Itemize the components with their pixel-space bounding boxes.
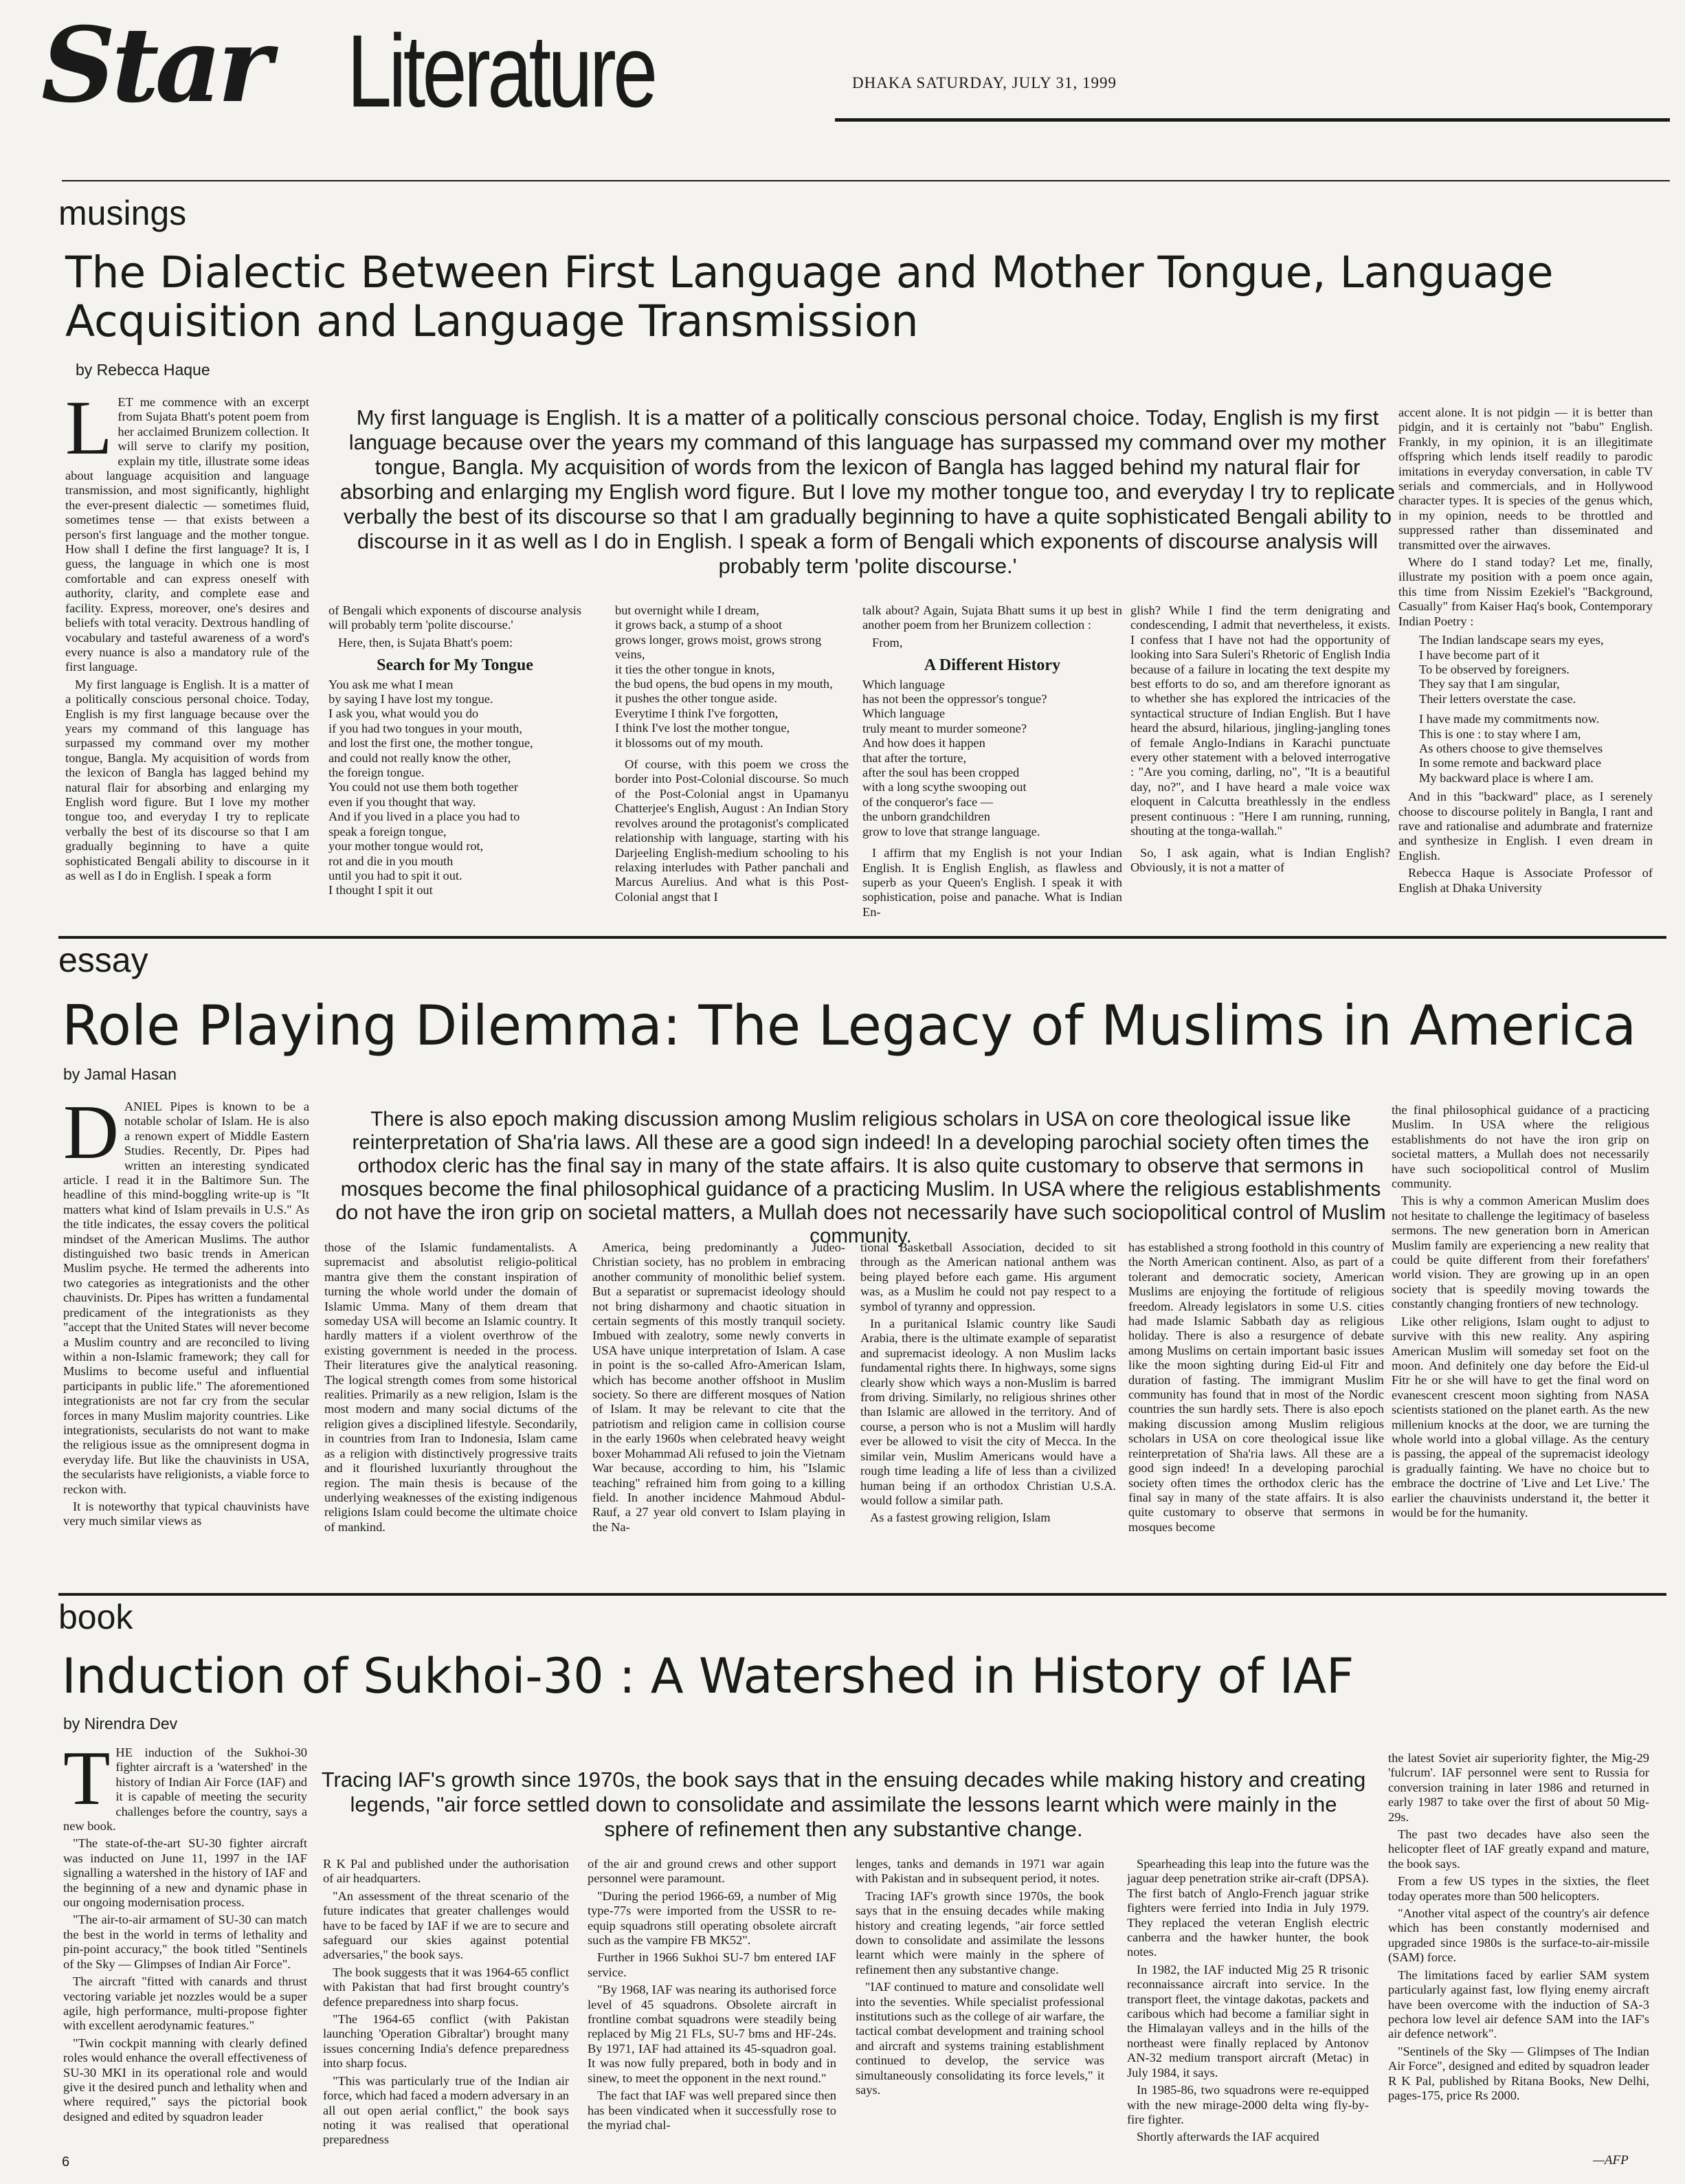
poem-line: and lost the first one, the mother tongue, bbox=[328, 736, 533, 750]
poem-line: They say that I am singular, bbox=[1419, 677, 1560, 691]
poem-line: has not been the oppressor's tongue? bbox=[862, 692, 1047, 706]
poem-line: the unborn grandchildren bbox=[862, 810, 990, 824]
poem-line: In some remote and backward place bbox=[1419, 756, 1602, 770]
article-1-column-2 bbox=[328, 603, 581, 930]
article-2-column-1 bbox=[63, 1100, 309, 1587]
masthead-star-logo: Star bbox=[41, 5, 268, 126]
poem-line: that after the torture, bbox=[862, 750, 967, 765]
poem-line: Their letters overstate the case. bbox=[1419, 691, 1576, 706]
paragraph: "The state-of-the-art SU-30 fighter aircraft was inducted on June 11, 1997 in the IAF signalling a watershed in the history of IAF and the beginning of a new and dynamic phase in our ongoing modernisation process. bbox=[63, 1836, 307, 1910]
article-2-pullquote: There is also epoch making discussion among Muslim religious scholars in USA on core theological issue like reinterpretation of Sha'ria laws. All these are a good sign indeed! In a developing parochial society often times the orthodox cleric has the final say in many of the state affairs. It is also quite customary to observe that sermons in mosques become the final philosophical guidance of a practicing Muslim. In USA where the religious establishments do not have the iron grip on societal matters, a Mullah does not necessarily have such sociopolitical control of Muslim community. bbox=[335, 1108, 1386, 1247]
article-3-signoff: —AFP bbox=[1593, 2153, 1629, 2168]
paragraph: those of the Islamic fundamentalists. A supremacist and absolutist religio-political mantra give them the constant inspiration of turning the whole world under the domain of Islamic Umma. Many of them dream that someday USA will become an Islamic country. It hardly matters if a violent overthrow of the existing government is needed in the process. Their literatures give the analytical reasoning. The logical strength comes from some historical realities. Primarily as a new religion, Islam is the most modern and many social dictums of the religion gives a disciplined lifestyle. Secondarily, in countries from Iran to Indonesia, Islam came as a religion with distinctively progressive traits and it flourished luxuriantly throughout the region. The main thesis is because of the underlying weaknesses of the existing indigenous religions Islam could become the ultimate choice of mankind. bbox=[324, 1240, 577, 1534]
paragraph: "Sentinels of the Sky — Glimpses of The Indian Air Force", designed and edited by squadron leader R K Pal, published by Ritana Books, New Delhi, pages-175, price Rs 2000. bbox=[1388, 2044, 1649, 2102]
poem-line: I thought I spit it out bbox=[328, 883, 433, 898]
paragraph: The book suggests that it was 1964-65 conflict with Pakistan that had first brought country's defence preparedness into sharp focus. bbox=[323, 1965, 569, 2009]
article-1-byline: by Rebecca Haque bbox=[76, 361, 210, 379]
poem-line: Which language bbox=[862, 706, 945, 721]
paragraph: of the air and ground crews and other support personnel were paramount. bbox=[588, 1857, 836, 1886]
paragraph: My first language is English. It is a matter of a politically conscious personal choice. Today, English is my first language because over the years my command of this language has surpassed my command over my mother tongue, Bangla. My acquisition of words from the lexicon of Bangla has lagged behind my natural flair for absorbing and enlarging my English word figure. But I love my mother tongue too, and everyday I try to replicate verbally the best of its discourse so that I am gradually beginning to have a quite sophisticated Bengali ability to discourse in it as well as I do in English. I speak a form bbox=[65, 677, 309, 882]
article-3-column-6 bbox=[1388, 1751, 1649, 2150]
paragraph: And in this "backward" place, as I serenely choose to discourse politely in Bangla, I rant and rave and rationalise and adumbrate and fraternize and synthesize in English. I even dream in English. bbox=[1398, 790, 1653, 862]
poem-line: it blossoms out of my mouth. bbox=[615, 735, 763, 750]
poem-line: speak a foreign tongue, bbox=[328, 824, 447, 838]
article-3-pullquote: Tracing IAF's growth since 1970s, the book says that in the ensuing decades while making history and creating legends, "air force settled down to consolidate and assimilate the lessons learnt which were mainly in the sphere of refinement then any substantive change. bbox=[321, 1768, 1366, 1841]
article-1-column-5 bbox=[1130, 603, 1390, 930]
paragraph: accent alone. It is not pidgin — it is better than pidgin, and it is certainly not "babu" English. Frankly, in my opinion, it is an illegitimate offspring which lends itself readily to parodic imitations in everyday conversation, in cable TV serials and commercials, and in Hollywood character types. It is species of the genus which, in my opinion, needs to be throttled and suppressed rather than disseminated and transmitted over the airwaves. bbox=[1398, 405, 1653, 552]
poem-line: if you had two tongues in your mouth, bbox=[328, 721, 522, 735]
poem-line: Everytime I think I've forgotten, bbox=[615, 706, 779, 720]
paragraph: This is why a common American Muslim does not hesitate to challenge the legitimacy of baseless sermons. The new generation born in American Muslim family are experiencing a new reality that could be quite different from their forefathers' world vision. They are growing up in an open society that is speedily moving towards the constantly changing frontiers of new technology. bbox=[1392, 1194, 1649, 1311]
poem-line: I ask you, what would you do bbox=[328, 706, 479, 721]
poem-line: the foreign tongue. bbox=[328, 766, 425, 780]
poem-line: This is one : to stay where I am, bbox=[1419, 726, 1581, 741]
article-2-column-6 bbox=[1392, 1103, 1649, 1590]
paragraph: "By 1968, IAF was nearing its authorised force level of 45 squadrons. Obsolete aircraft in frontline combat squadrons were steadily being replaced by Mig 21 FLs, SU-7 bms and HF-24s. By 1971, IAF had attained its 45-squadron goal. It was now fully prepared, both in body and in sinew, to meet the opponent in the next round." bbox=[588, 1983, 836, 2085]
article-3-headline: Induction of Sukhoi-30 : A Watershed in History of IAF bbox=[62, 1648, 1354, 1704]
article-1-column-1 bbox=[65, 395, 309, 928]
poem-line: And if you lived in a place you had to bbox=[328, 810, 520, 824]
poem-line: of the conqueror's face — bbox=[862, 794, 994, 809]
paragraph: From, bbox=[872, 635, 903, 649]
paragraph: of Bengali which exponents of discourse analysis will probably term 'polite discourse.' bbox=[328, 603, 581, 632]
article-3-column-3 bbox=[588, 1857, 836, 2173]
poem-line: it grows back, a stump of a shoot bbox=[615, 618, 783, 632]
poem-line: To be observed by foreigners. bbox=[1419, 662, 1570, 676]
paragraph: Where do I stand today? Let me, finally, illustrate my position with a poem once again, this time from Nissim Ezekiel's "Background, Casually" from Kaiser Haq's book, Contemporary Indian Poetry : bbox=[1398, 555, 1653, 628]
poem-line: by saying I have lost my tongue. bbox=[328, 692, 493, 706]
paragraph: tional Basketball Association, decided to sit through as the American national anthem was being played before each game. His argument was, as a Muslim he could not pay respect to a symbol of tyranny and oppression. bbox=[860, 1240, 1116, 1313]
paragraph: the final philosophical guidance of a practicing Muslim. In USA where the religious establishments do not have the iron grip on societal matters, a Mullah does not necessarily have such sociopolitical control of Muslim community. bbox=[1392, 1103, 1649, 1191]
paragraph: In a puritanical Islamic country like Saudi Arabia, there is the ultimate example of separatist and supremacist ideology. A non Muslim lacks fundamental rights there. In highways, some signs clearly show which ways a non-Muslim is barred from driving. Similarly, no religious shrines other than Islamic are allowed in the territory. And of course, a person who is not a Muslim will hardly ever be allowed to visit the city of Mecca. In the similar vein, Muslim Americans would have a rough time leading a life of less than a civilized human being if an orthodox Christian U.S.A. would follow a similar path. bbox=[860, 1317, 1116, 1507]
paragraph: Shortly afterwards the IAF acquired bbox=[1137, 2130, 1319, 2144]
poem-line: You could not use them both together bbox=[328, 780, 519, 794]
section-label-essay: essay bbox=[58, 941, 148, 979]
article-2-column-4 bbox=[860, 1240, 1116, 1590]
paragraph: From a few US types in the sixties, the fleet today operates more than 500 helicopters. bbox=[1388, 1874, 1649, 1903]
article-1-headline: The Dialectic Between First Language and Mother Tongue, Language Acquisition and Language Transmission bbox=[65, 247, 1554, 346]
poem-line: after the soul has been cropped bbox=[862, 766, 1020, 780]
poem-title: A Different History bbox=[924, 656, 1061, 675]
paragraph: As a fastest growing religion, Islam bbox=[870, 1511, 1051, 1525]
poem-line: grows longer, grows moist, grows strong veins, bbox=[615, 632, 822, 662]
dropcap: D bbox=[63, 1100, 119, 1175]
masthead-rule-thin bbox=[62, 180, 1670, 181]
article-2-headline: Role Playing Dilemma: The Legacy of Muslims in America bbox=[62, 994, 1637, 1058]
paragraph: Spearheading this leap into the future was the jaguar deep penetration strike air-craft (DPSA). The first batch of Anglo-French jaguar strike fighters were ferried into India in July 1979. They replaced the veteran English electric canberra and the hawker hunter, the book notes. bbox=[1127, 1857, 1369, 1959]
paragraph: "The 1964-65 conflict (with Pakistan launching 'Operation Gibraltar') brought many issues concerning India's defence preparedness into sharp focus. bbox=[323, 2012, 569, 2071]
paragraph: "IAF continued to mature and consolidate well into the seventies. While specialist professional institutions such as the college of air warfare, the tactical combat development and training school and aircraft and systems training establishment continued to develop, the service was simultaneously consolidating its force levels," it says. bbox=[856, 1980, 1104, 2097]
paragraph: R K Pal and published under the authorisation of air headquarters. bbox=[323, 1857, 569, 1886]
poem-line: your mother tongue would rot, bbox=[328, 839, 484, 854]
article-2-column-3 bbox=[592, 1240, 845, 1590]
poem-title: Search for My Tongue bbox=[377, 656, 533, 675]
poem-line: You ask me what I mean bbox=[328, 677, 454, 691]
paragraph: "An assessment of the threat scenario of the future indicates that greater challenges would have to be faced by IAF if we are to secure and safeguard our skies against potential adversaries," the book says. bbox=[323, 1888, 569, 1962]
paragraph: talk about? Again, Sujata Bhatt sums it up best in another poem from her Brunizem collection : bbox=[862, 603, 1122, 632]
poem-line: but overnight while I dream, bbox=[615, 603, 759, 617]
paragraph: Like other religions, Islam ought to adjust to survive with this new reality. Any aspiring American Muslim will someday set foot on the moon. And definitely one day before the Eid-ul Fitr he or she will have to get the final word on evanescent crescent moon sighting from NASA scientists stationed on the planet earth. As the new millenium knocks at the door, we are turning the whole world into a global village. As the century is passing, the appeal of the supremacist ideology is gradually fainting. We have no choice but to embrace the doctrine of 'Live and Let Live.' The earlier the chauvinists understand it, the better it would be for the humanity. bbox=[1392, 1314, 1649, 1519]
paragraph: It is noteworthy that typical chauvinists have very much similar views as bbox=[63, 1499, 309, 1528]
poem-line: with a long scythe swooping out bbox=[862, 780, 1027, 794]
poem-line: My backward place is where I am. bbox=[1419, 770, 1594, 785]
dropcap: T bbox=[63, 1746, 111, 1821]
paragraph: ANIEL Pipes is known to be a notable scholar of Islam. He is also a renown expert of Middle Eastern Studies. Recently, Dr. Pipes had written an interesting syndicated article. I read it in the Baltimore Sun. The headline of this mind-boggling write-up is "It matters what kind of Islam prevails in U.S." As the title indicates, the essay covers the political mindset of the American Muslims. The author distinguished two basic trends in American Muslim psyche. He termed the adherents into two categories as integrationists and the other chauvinists. Dr. Pipes has written a fundamental predicament of the integrationists as they "accept that the United States will never become a Muslim country and are reconciled to living within a non-Islamic framework; they call for Muslims to become useful and influential participants in public life." The aforementioned integrationists are not far cry from the secular forces in many Muslim majority countries. Like integrationists, secularists do not want to make the religious issue as the omnipresent dogma in everyday life. But like the chauvinists in USA, the secularists have religionists, a viable force to reckon with. bbox=[63, 1100, 309, 1496]
article-2-column-5 bbox=[1128, 1240, 1384, 1590]
section-divider bbox=[58, 1593, 1666, 1596]
paragraph: HE induction of the Sukhoi-30 fighter aircraft is a 'watershed' in the history of Indian Air Force (IAF) and it is capable of meeting the security challenges before the country, says a new book. bbox=[63, 1746, 307, 1834]
poem-line: The Indian landscape sears my eyes, bbox=[1419, 633, 1604, 647]
article-1-column-3 bbox=[615, 603, 849, 930]
poem-line: it pushes the other tongue aside. bbox=[615, 691, 777, 706]
article-2-byline: by Jamal Hasan bbox=[63, 1065, 177, 1083]
poem-verse bbox=[615, 603, 849, 750]
paragraph: The aircraft "fitted with canards and thrust vectoring variable jet nozzles would be a super agile, high performance, multi-propose fighter with excellent aerodynamic features." bbox=[63, 1974, 307, 2033]
article-3-column-5 bbox=[1127, 1857, 1369, 2173]
article-1-pullquote: My first language is English. It is a matter of a politically conscious personal choice. Today, English is my first language because over the years my command of this language has surpassed my command over my mother tongue, Bangla. My acquisition of words from the lexicon of Bangla has lagged behind my natural flair for absorbing and enlarging my English word figure. But I love my mother tongue too, and everyday I try to replicate verbally the best of its discourse so that I am gradually beginning to have a quite sophisticated Bengali ability to discourse in it as well as I do in English. I speak a form of Bengali which exponents of discourse analysis will probably term 'polite discourse.' bbox=[339, 405, 1396, 578]
poem-line: rot and die in you mouth bbox=[328, 854, 454, 868]
section-divider bbox=[58, 936, 1666, 939]
paragraph: America, being predominantly a Judeo-Christian society, has no problem in embracing another community of monolithic belief system. But a separatist or supremacist ideology should not bring disharmony and chaotic situation in certain segments of this mostly tranquil society. Imbued with zealotry, some newly converts in USA have unique interpretation of Islam. A case in point is the so-called Afro-American Islam, which has become another offshoot in Muslim society. So there are different mosques of Nation of Islam. It may be relevant to cite that the patriotism and religion came in collision course in the early 1960s when celebrated heavy weight boxer Mohammad Ali refused to join the Vietnam War because, according to him, his "Islamic teaching" refrained him from going to a killing field. In another incidence Mahmoud Abdul-Rauf, a 27 year old convert to Islam playing in the Na- bbox=[592, 1240, 845, 1534]
paragraph: the latest Soviet air superiority fighter, the Mig-29 'fulcrum'. IAF personnel were sent to Russia for conversion training in later 1986 and returned in early 1987 to take over the first of about 50 Mig-29s. bbox=[1388, 1751, 1649, 1824]
paragraph: "During the period 1966-69, a number of Mig type-77s were imported from the USSR to re-equip squadrons still operating obsolete aircraft such as the vampire FB MK52". bbox=[588, 1888, 836, 1948]
paragraph: In 1985-86, two squadrons were re-equipped with the new mirage-2000 delta wing fly-by-fire fighter. bbox=[1127, 2083, 1369, 2126]
dropcap: L bbox=[65, 395, 113, 471]
poem-line: and could not really know the other, bbox=[328, 750, 511, 765]
article-3-column-4 bbox=[856, 1857, 1104, 2173]
poem-line: As others choose to give themselves bbox=[1419, 741, 1603, 755]
paragraph: The fact that IAF was well prepared since then has been vindicated when it successfully rose to the myriad chal- bbox=[588, 2088, 836, 2132]
poem-line: truly meant to murder someone? bbox=[862, 721, 1027, 735]
article-1-column-4 bbox=[862, 603, 1122, 930]
poem-line: the bud opens, the bud opens in my mouth, bbox=[615, 677, 833, 691]
section-label-book: book bbox=[58, 1598, 133, 1636]
paragraph: glish? While I find the term denigrating and condescending, I admit that nevertheless, it exists. I confess that I have not had the opportunity of looking into Sara Suleri's Rhetoric of English India because of a failure in locating the text despite my best efforts to do so, and am therefore ignorant as to whether she has explored the intricacies of the syntactical structure of Indian English. But I have heard the absurd, hilarious, jingling-jangling tones of female Anglo-Indians in Karachi punctuate every other statement with a beloved interrogative : "Are you coming, darling, no", "It is a beautiful day, no?", and I have heard a male voice wax eloquent in Calcutta breathlessly in the endless present continuous : "Here I am running, running, shouting at the tonga-wallah." bbox=[1130, 603, 1390, 838]
paragraph: Of course, with this poem we cross the border into Post-Colonial discourse. So much of the Post-Colonial angst in Upamanyu Chatterjee's English, August : An Indian Story revolves around the protagonist's complicated relationship with language, starting with his Darjeeling English-medium schooling to his relaxing interludes with Pather panchali and Marcus Aurelius. And what is this Post-Colonial angst that I bbox=[615, 757, 849, 904]
poem-line: I think I've lost the mother tongue, bbox=[615, 721, 790, 735]
paragraph: "This was particularly true of the Indian air force, which had faced a modern adversary in an all out open aerial conflict," the book says noting it was realised that operational preparedness bbox=[323, 2073, 569, 2147]
dateline: DHAKA SATURDAY, JULY 31, 1999 bbox=[852, 74, 1117, 91]
paragraph: "Another vital aspect of the country's air defence which has been constantly modernised and upgraded since 1980s is the surface-to-air-missile (SAM) force. bbox=[1388, 1906, 1649, 1965]
paragraph: In 1982, the IAF inducted Mig 25 R trisonic reconnaissance aircraft into service. In the transport fleet, the vintage dakotas, packets and caribous which had become a familiar sight in the Himalayan valleys and in the hills of the northeast were finally replaced by Antonov AN-32 medium transport aircraft (Metac) in July 1984, it says. bbox=[1127, 1962, 1369, 2080]
poem-line: it ties the other tongue in knots, bbox=[615, 662, 775, 676]
masthead-literature-title: Literature bbox=[347, 13, 655, 129]
masthead-rule bbox=[835, 118, 1670, 122]
author-bio: Rebecca Haque is Associate Professor of English at Dhaka University bbox=[1398, 866, 1653, 895]
article-1-column-6 bbox=[1398, 405, 1653, 931]
paragraph: lenges, tanks and demands in 1971 war again with Pakistan and in subsequent period, it notes. bbox=[856, 1857, 1104, 1886]
section-label-musings: musings bbox=[58, 194, 187, 232]
poem-line: I have become part of it bbox=[1419, 647, 1540, 662]
poem-line: And how does it happen bbox=[862, 736, 985, 750]
article-3-byline: by Nirendra Dev bbox=[63, 1715, 178, 1732]
poem-line: I have made my commitments now. bbox=[1419, 712, 1600, 726]
poem-verse bbox=[328, 678, 581, 898]
article-3-column-1 bbox=[63, 1746, 307, 2172]
paragraph: The limitations faced by earlier SAM system particularly against fast, low flying enemy aircraft have been overcome with the induction of SA-3 pechora low level air defence SAM into the IAF's air defence network". bbox=[1388, 1968, 1649, 2041]
poem-line: Which language bbox=[862, 677, 945, 691]
paragraph: Tracing IAF's growth since 1970s, the book says that in the ensuing decades while making history and creating legends, "air force settled down to consolidate and assimilate the lessons learnt which were mainly in the sphere of refinement then any substantive change. bbox=[856, 1888, 1104, 1976]
poem-line: until you had to spit it out. bbox=[328, 868, 462, 882]
paragraph: I affirm that my English is not your Indian English. It is English English, as flawless and superb as your Queen's English. I speak it with sophistication, poise and panache. What is Indian En- bbox=[862, 846, 1122, 919]
poem-verse bbox=[1398, 633, 1653, 785]
poem-verse bbox=[862, 678, 1122, 839]
page-number: 6 bbox=[62, 2154, 70, 2170]
paragraph: "The air-to-air armament of SU-30 can match the best in the world in terms of lethality and pin-point accuracy," the book titled "Sentinels of the Sky — Glimpses of Indian Air Force". bbox=[63, 1913, 307, 1971]
paragraph: Here, then, is Sujata Bhatt's poem: bbox=[338, 635, 513, 649]
paragraph: "Twin cockpit manning with clearly defined roles would enhance the overall effectiveness of SU-30 MKI in its operational role and would give it the desired punch and lethality when and where required," says the pictorial book designed and edited by squadron leader bbox=[63, 2036, 307, 2124]
paragraph: has established a strong foothold in this country of the North American continent. Also, as part of a tolerant and democratic society, American Muslims are enjoying the fortitude of religious freedom. Already legislators in some U.S. cities had made Islamic Sabbath day as religious holiday. There is also a resurgence of debate among Muslims on certain important basic issues like the moon sighting during Eid-ul Fitr and duration of fasting. The immigrant Muslim community has found that in most of the Nordic countries the sun hardly sets. There is also epoch making discussion among Muslim religious scholars in USA on core theological issue like reinterpretation of Sha'ria laws. All these are a good sign indeed! In a developing parochial society often times the orthodox cleric has the final say in many of the state affairs. It is also quite customary to observe that sermons in mosques become bbox=[1128, 1240, 1384, 1534]
paragraph: The past two decades have also seen the helicopter fleet of IAF greatly expand and mature, the book says. bbox=[1388, 1827, 1649, 1871]
paragraph: Further in 1966 Sukhoi SU-7 bm entered IAF service. bbox=[588, 1950, 836, 1979]
article-3-column-2 bbox=[323, 1857, 569, 2173]
paragraph: So, I ask again, what is Indian English? Obviously, it is not a matter of bbox=[1130, 845, 1390, 874]
poem-line: even if you thought that way. bbox=[328, 794, 476, 809]
poem-line: grow to love that strange language. bbox=[862, 824, 1040, 838]
article-2-column-2 bbox=[324, 1240, 577, 1590]
paragraph: ET me commence with an excerpt from Sujata Bhatt's potent poem from her acclaimed Brunizem collection. It will serve to clarify my position, explain my title, illustrate some ideas about language acquisition and language transmission, and most significantly, highlight the ever-present dialectic — sometimes fluid, sometimes tense — that exists between a person's first language and the mother tongue. How shall I define the first language? It is, I guess, the language in which one is most comfortable and can express oneself with authority, clarity, and complete ease and facility. Express, moreover, one's desires and beliefs with total veracity. Dextrous handling of vocabulary and tasteful awareness of a word's every nuance is also a mandatory rule of the first language. bbox=[65, 395, 309, 674]
